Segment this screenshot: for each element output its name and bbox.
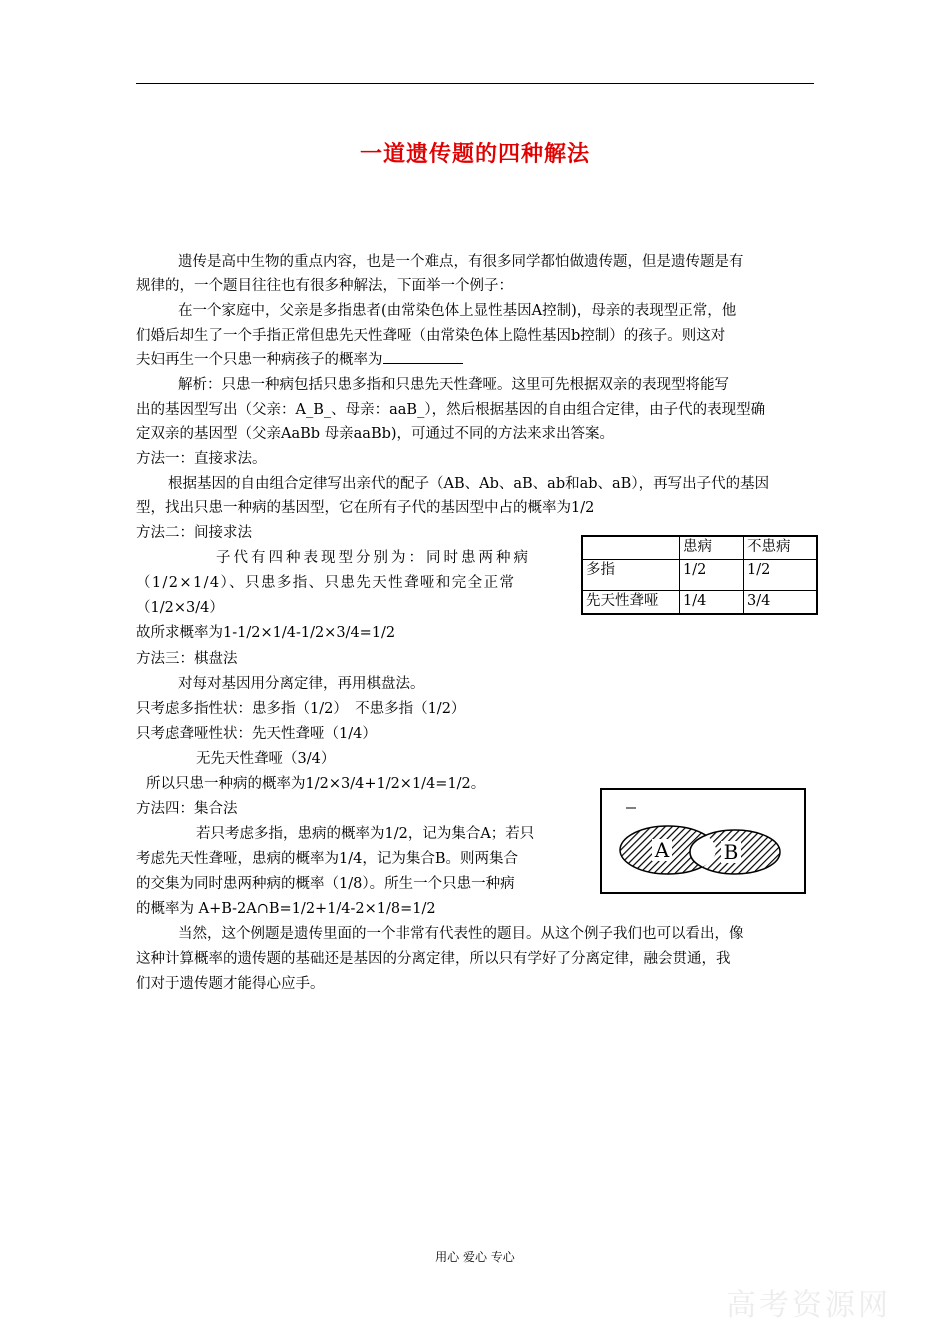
table-cell: 不患病 — [744, 536, 818, 560]
table-header-row — [582, 536, 817, 560]
table-cell — [582, 536, 680, 560]
page-footer: 用心 爱心 专心 — [435, 1250, 515, 1264]
method1-line-2: 型，找出只患一种病的基因型，它在所有子代的基因型中占的概率为1/2 — [136, 500, 595, 516]
problem-question: 夫妇再生一个只患一种病孩子的概率为 — [136, 352, 383, 368]
method2-line-3: （1/2×3/4） — [136, 600, 224, 616]
table-row — [582, 591, 817, 615]
problem-line-2: 们婚后却生了一个手指正常但患先天性聋哑（由常染色体上隐性基因b控制）的孩子。则这对 — [136, 328, 726, 344]
set-a-label: A — [654, 838, 670, 862]
method3-line-2: 只考虑多指性状：患多指（1/2） 不患多指（1/2） — [136, 701, 466, 717]
closing-line-1: 当然，这个例题是遗传里面的一个非常有代表性的题目。从这个例子我们也可以看出，像 — [178, 926, 744, 942]
method2-line-1: 子代有四种表现型分别为：同时患两种病 — [216, 550, 531, 566]
method2-line-2: （1/2×1/4）、只患多指、只患先天性聋哑和完全正常 — [136, 575, 516, 591]
table-row — [582, 560, 817, 591]
table-cell: 患病 — [680, 536, 744, 560]
method3-line-5: 所以只患一种病的概率为1/2×3/4+1/2×1/4=1/2。 — [146, 776, 486, 792]
table-cell: 多指 — [582, 560, 680, 591]
analysis-line-1: 解析：只患一种病包括只患多指和只患先天性聋哑。这里可先根据双亲的表现型将能写 — [178, 377, 729, 393]
header-rule — [136, 83, 814, 84]
intro-line-1: 遗传是高中生物的重点内容，也是一个难点，有很多同学都怕做遗传题，但是遗传题是有 — [178, 254, 744, 270]
method3-line-3: 只考虑聋哑性状：先天性聋哑（1/4） — [136, 726, 377, 742]
answer-blank — [383, 349, 463, 364]
closing-line-2: 这种计算概率的遗传题的基础还是基因的分离定律，所以只有学好了分离定律，融会贯通，我 — [136, 951, 731, 967]
method4-line-2: 考虑先天性聋哑，患病的概率为1/4，记为集合B。则两集合 — [136, 851, 518, 867]
problem-line-3 — [136, 348, 463, 373]
method3-heading: 方法三：棋盘法 — [136, 651, 238, 667]
method4-line-4: 的概率为 A+B-2A∩B=1/2+1/4-2×1/8=1/2 — [136, 901, 436, 917]
venn-diagram — [600, 788, 806, 894]
method3-line-1: 对每对基因用分离定律，再用棋盘法。 — [178, 676, 425, 692]
method4-line-1: 若只考虑多指，患病的概率为1/2，记为集合A；若只 — [196, 826, 535, 842]
probability-table — [581, 535, 818, 615]
set-b-label: B — [723, 840, 739, 864]
method4-line-3: 的交集为同时患两种病的概率（1/8）。所生一个只患一种病 — [136, 876, 515, 892]
closing-line-3: 们对于遗传题才能得心应手。 — [136, 976, 325, 992]
method1-line-1: 根据基因的自由组合定律写出亲代的配子（AB、Ab、aB、ab和ab、aB），再写出子代的基因 — [168, 476, 770, 492]
analysis-line-2: 出的基因型写出（父亲：A_B_、母亲：aaB_），然后根据基因的自由组合定律，由子代的表现型确 — [136, 402, 766, 418]
watermark: 高考资源网 — [726, 1288, 891, 1323]
method4-heading: 方法四：集合法 — [136, 801, 238, 817]
table-cell: 1/2 — [744, 560, 818, 591]
table-cell: 1/4 — [680, 591, 744, 615]
page-title: 一道遗传题的四种解法 — [359, 142, 590, 167]
method2-heading: 方法二：间接求法 — [136, 525, 252, 541]
venn-svg — [602, 790, 804, 892]
table-cell: 先天性聋哑 — [582, 591, 680, 615]
table-cell: 3/4 — [744, 591, 818, 615]
method2-conclusion: 故所求概率为1-1/2×1/4-1/2×3/4=1/2 — [136, 625, 396, 641]
table-cell: 1/2 — [680, 560, 744, 591]
intro-line-2: 规律的，一个题目往往也有很多种解法，下面举一个例子： — [136, 278, 513, 294]
method1-heading: 方法一：直接求法。 — [136, 451, 267, 467]
problem-line-1: 在一个家庭中，父亲是多指患者(由常染色体上显性基因A控制)，母亲的表现型正常，他 — [178, 303, 737, 319]
method3-line-4: 无先天性聋哑（3/4） — [196, 751, 336, 767]
analysis-line-3: 定双亲的基因型（父亲AaBb 母亲aaBb)，可通过不同的方法来求出答案。 — [136, 426, 615, 442]
